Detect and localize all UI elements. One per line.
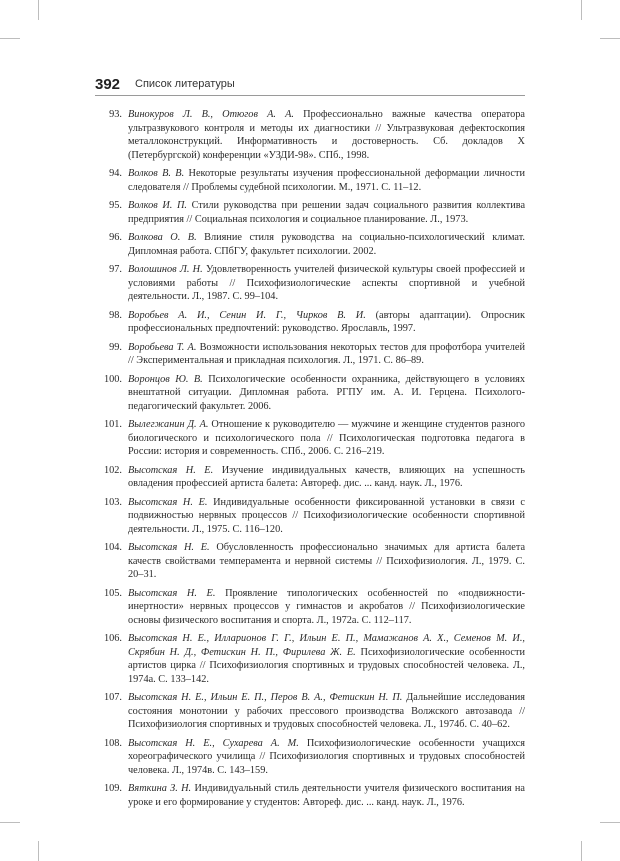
reference-number: 106.	[103, 633, 122, 644]
reference-text: Проявление типологических особенностей по «подвижности-инертности» нервных процессов у гимнастов и акробатов // Психофизиологические основы физического воспитания и спорта. Л., 1972а. С. 112–117.	[128, 587, 526, 626]
reference-item	[95, 373, 525, 414]
reference-item	[95, 263, 525, 304]
reference-authors: Высотская Н. Е.	[128, 464, 214, 476]
reference-number: 107.	[103, 692, 122, 703]
reference-item	[95, 691, 525, 732]
reference-number: 102.	[103, 464, 122, 476]
reference-text: Обусловленность профессионально значимых для артиста балета качеств свойствами темперамента и нервной системы // Психофизиология. Л., 1979. С. 20–31.	[128, 542, 526, 580]
reference-number: 103.	[103, 496, 122, 508]
reference-text: Влияние стиля руководства на социально-психологический климат. Дипломная работа. СПбГУ, факультет психологии. 2002.	[128, 232, 525, 257]
reference-item	[95, 737, 525, 778]
reference-item	[95, 309, 525, 336]
reference-text: Удовлетворенность учителей физической культуры своей профессией и условиями работы // Психофизиологические аспекты спортивной и учебной деятельности. Л., 1987. С. 99–104.	[128, 264, 525, 302]
reference-text: (авторы адаптации). Опросник профессиональных предпочтений: руководство. Ярославль, 1997.	[128, 309, 525, 334]
page-number: 392	[95, 76, 121, 93]
reference-authors: Воробьев А. И., Сенин И. Г., Чирков В. И.	[128, 309, 366, 321]
crop-mark	[0, 38, 20, 39]
reference-text: Стили руководства при решении задач социального развития коллектива предприятия // Социальная психология и социальное планирование. Л., 1973.	[128, 200, 526, 225]
reference-authors: Волошинов Л. Н.	[128, 264, 203, 275]
reference-number: 104.	[103, 542, 122, 553]
reference-text: Психофизиологические особенности артистов цирка // Психофизиология спортивных и трудовых способностей человека. Л., 1974а. С. 133–142.	[128, 646, 525, 685]
reference-text: Некоторые результаты изучения профессиональной деформации личности следователя // Проблемы судебной психологии. М., 1971. С. 11–12.	[128, 168, 526, 193]
reference-authors: Воробьева Т. А.	[128, 341, 197, 353]
reference-text: Психологические особенности охранника, действующего в условиях внештатной ситуации. Дипломная работа. РГПУ им. А. И. Герцена. Психолого-педагогический факультет. 2006.	[128, 373, 526, 412]
reference-number: 99.	[109, 341, 122, 353]
reference-text: Дальнейшие исследования состояния монотонии у рабочих прессового производства Волжского автозавода // Психофизиология спортивных и трудовых способностей человека. Л., 1974б. С. 40–62.	[128, 692, 525, 730]
reference-authors: Винокуров Л. В., Отюгов А. А.	[128, 109, 294, 120]
crop-mark	[600, 38, 620, 39]
crop-mark	[0, 822, 20, 823]
reference-item	[95, 418, 525, 459]
reference-number: 94.	[109, 168, 122, 179]
header-rule	[95, 95, 525, 96]
reference-item	[95, 341, 525, 368]
reference-number: 105.	[103, 587, 122, 599]
reference-number: 96.	[109, 232, 122, 243]
reference-number: 93.	[109, 109, 122, 120]
reference-authors: Высотская Н. Е., Илларионов Г. Г., Ильин Е. П., Мамажанов А. Х., Семенов М. И., Скрябин Н. Д., Фетискин Н. П., Фирилева Ж. Е.	[128, 633, 525, 658]
reference-authors: Высотская Н. Е., Ильин Е. П., Перов В. А., Фетискин Н. П.	[128, 692, 403, 703]
reference-item	[95, 167, 525, 194]
reference-authors: Высотская Н. Е.	[128, 542, 210, 553]
reference-number: 109.	[103, 783, 122, 794]
reference-authors: Волков В. В.	[128, 168, 185, 179]
reference-item	[95, 587, 525, 628]
crop-mark	[38, 841, 39, 861]
reference-item	[95, 199, 525, 226]
crop-mark	[38, 0, 39, 20]
reference-number: 100.	[103, 373, 122, 385]
reference-text: Индивидуальные особенности фиксированной установки в связи с подвижностью нервных процессов // Психофизиологические особенности спортивной деятельности. Л., 1975. С. 116–120.	[128, 496, 525, 535]
page-header	[95, 76, 525, 98]
reference-authors: Высотская Н. Е.	[128, 587, 216, 599]
reference-text: Отношение к руководителю — мужчине и женщине студентов разного биологического и психологического пола // Психологическая подготовка педагога в России: история и современность. СПб., 2006. С. 216–219.	[128, 419, 525, 457]
reference-authors: Высотская Н. Е.	[128, 496, 208, 508]
reference-text: Возможности использования некоторых тестов для профотбора учителей // Экспериментальная и прикладная психология. Л., 1971. С. 86–89.	[128, 341, 525, 366]
reference-item	[95, 464, 525, 491]
reference-item	[95, 632, 525, 686]
reference-list	[95, 108, 525, 814]
reference-authors: Воронцов Ю. В.	[128, 373, 203, 385]
reference-authors: Высотская Н. Е., Сухарева А. М.	[128, 737, 299, 749]
reference-number: 97.	[109, 264, 122, 275]
reference-authors: Волкова О. В.	[128, 232, 197, 243]
reference-item	[95, 108, 525, 162]
reference-authors: Вылегжанин Д. А.	[128, 419, 209, 430]
reference-number: 101.	[103, 419, 122, 430]
reference-text: Психофизиологические особенности учащихся хореографического училища // Психофизиология спортивных и трудовых способностей человека. Л., 1974в. С. 143–159.	[128, 737, 525, 776]
running-title: Список литературы	[135, 78, 235, 90]
reference-number: 95.	[109, 200, 122, 211]
crop-mark	[581, 841, 582, 861]
crop-mark	[581, 0, 582, 20]
reference-authors: Волков И. П.	[128, 200, 187, 211]
reference-number: 98.	[109, 309, 122, 321]
reference-item	[95, 541, 525, 582]
reference-item	[95, 496, 525, 537]
reference-text: Профессионально важные качества оператора ультразвукового контроля и методы их диагностики // Ультразвуковая дефектоскопия металлоконструкций. Информативность и достоверность. Сб. докладов X (Петербургской) конференции «УЗДИ-98». СПб., 1998.	[128, 109, 525, 161]
reference-number: 108.	[103, 737, 122, 749]
reference-item	[95, 782, 525, 809]
reference-text: Индивидуальный стиль деятельности учителя физического воспитания на уроке и его формирование у студентов: Автореф. дис. ... канд. наук. Л., 1976.	[128, 783, 525, 808]
reference-authors: Вяткина З. Н.	[128, 783, 192, 794]
crop-mark	[600, 822, 620, 823]
reference-item	[95, 231, 525, 258]
reference-text: Изучение индивидуальных качеств, влияющих на успешность овладения профессией артиста балета: Автореф. дис. ... канд. наук. Л., 1976.	[128, 464, 525, 489]
